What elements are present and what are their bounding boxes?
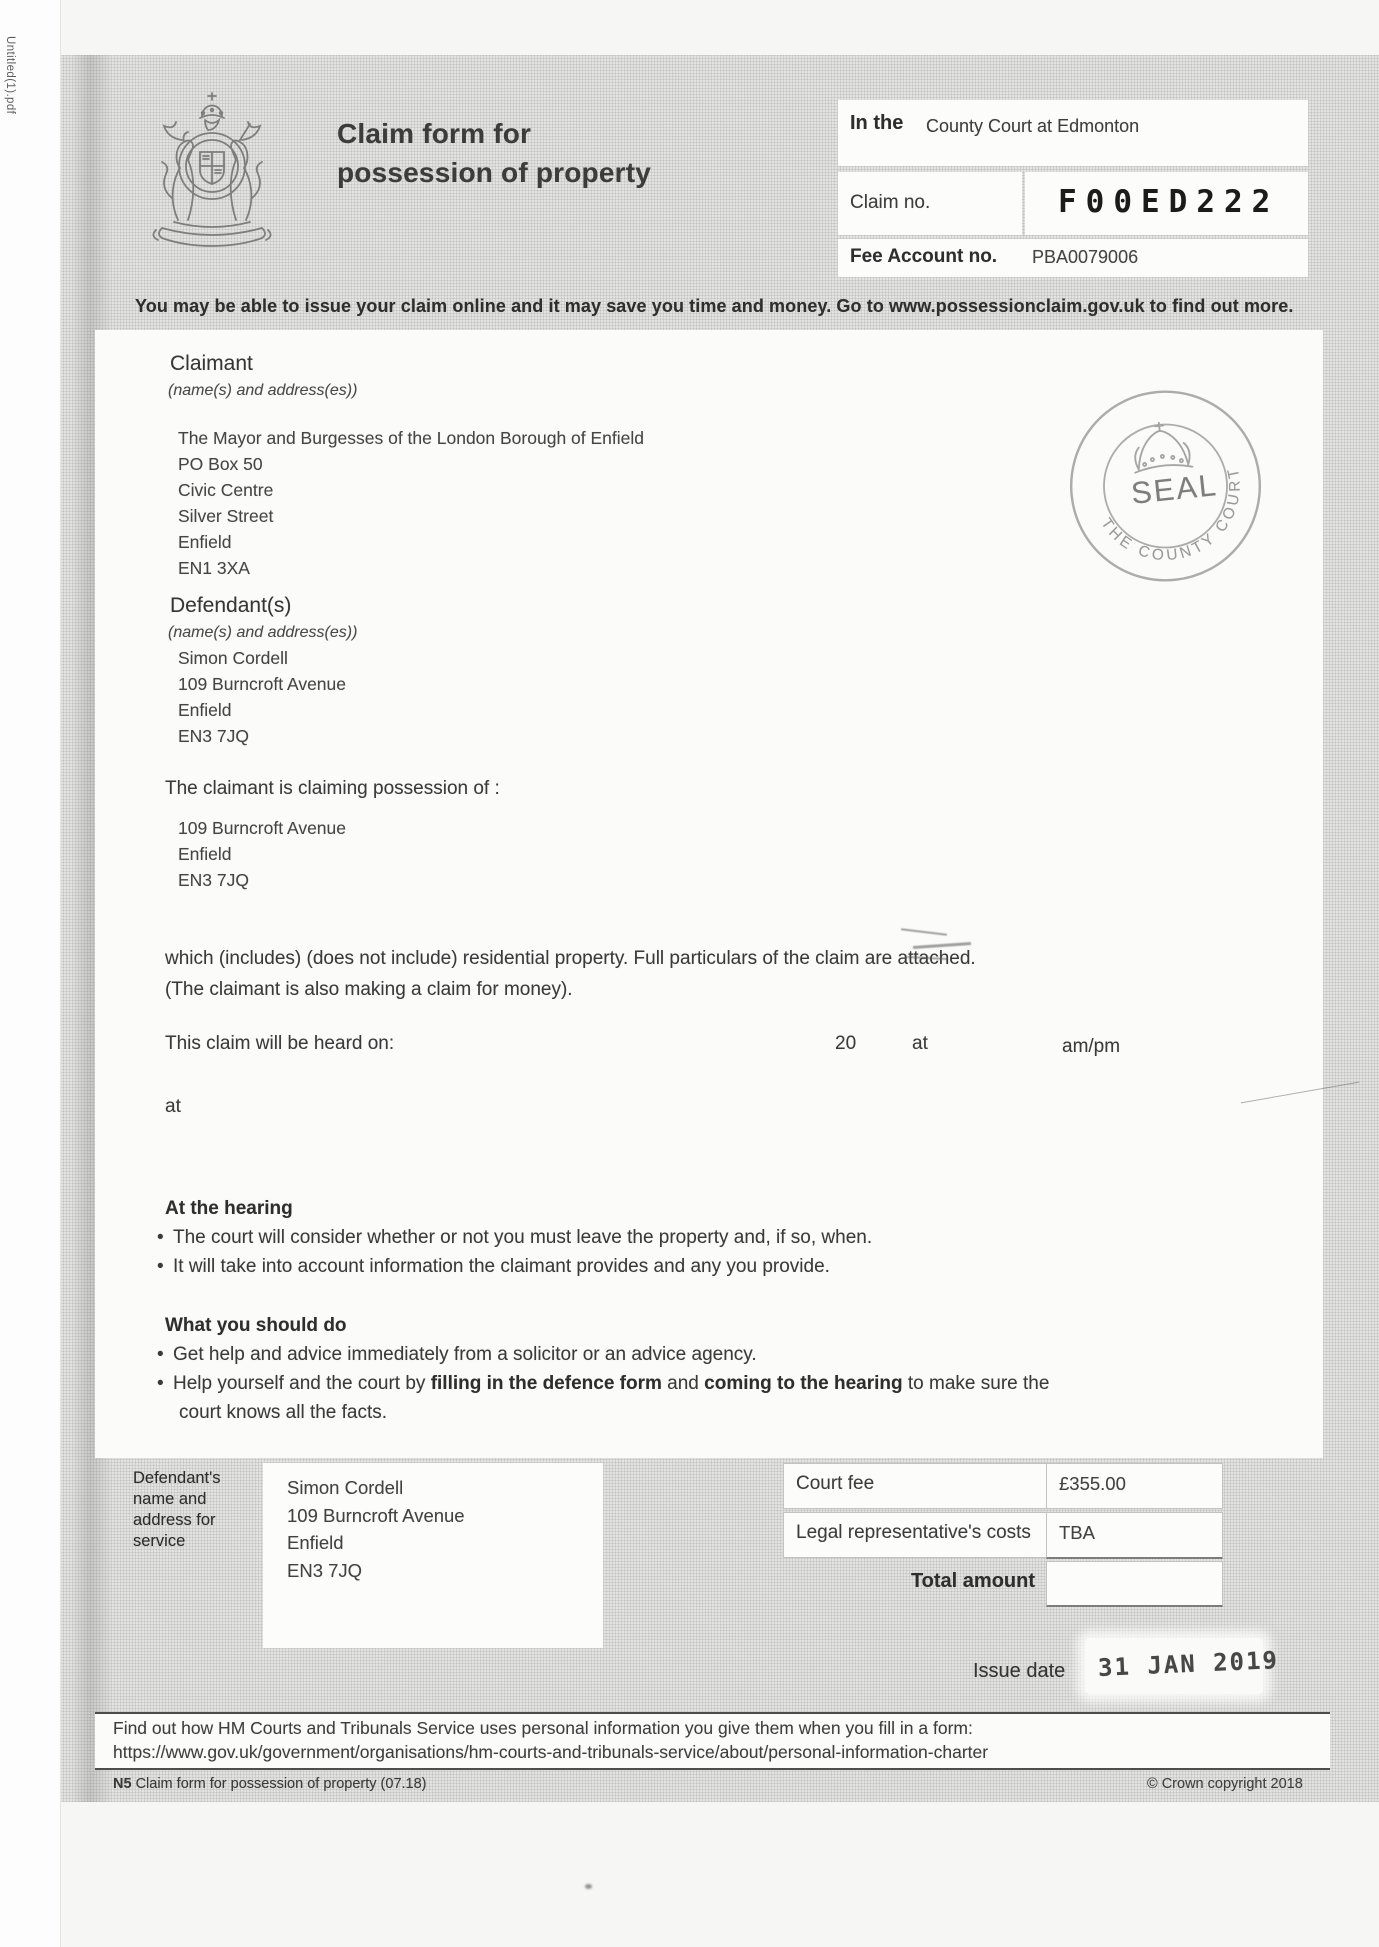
scan-speck-artifact bbox=[585, 1884, 592, 1889]
defendant-address-line: Simon Cordell bbox=[178, 648, 288, 668]
claimant-address-line: The Mayor and Burgesses of the London Borough of Enfield bbox=[178, 428, 644, 448]
wysd-bullet2 bbox=[173, 1373, 1049, 1395]
crown-copyright: © Crown copyright 2018 bbox=[1147, 1776, 1303, 1792]
claim-no-label: Claim no. bbox=[850, 192, 931, 213]
bullet-dot: • bbox=[157, 1373, 164, 1394]
wysd-bullet2-bold2: coming to the hearing bbox=[704, 1373, 903, 1394]
heard-on-day: 20 bbox=[835, 1033, 857, 1054]
service-address-line: 109 Burncroft Avenue bbox=[287, 1504, 465, 1526]
wysd-bullet2-pre: Help yourself and the court by bbox=[173, 1373, 431, 1394]
online-claim-notice: You may be able to issue your claim online and it may save you time and money. Go to www.possessionclaim.gov.uk to find out more. bbox=[135, 296, 1294, 316]
court-name-value: County Court at Edmonton bbox=[926, 116, 1140, 136]
form-title-line1: Claim form for bbox=[337, 118, 532, 149]
heard-on-label: This claim will be heard on: bbox=[165, 1033, 395, 1054]
in-the-label: In the bbox=[850, 112, 904, 134]
service-address-line: EN3 7JQ bbox=[287, 1559, 363, 1581]
wysd-bullet2-bold1: filling in the defence form bbox=[430, 1373, 662, 1394]
wysd-bullet2-post: to make sure the bbox=[902, 1373, 1050, 1394]
claimant-address-line: Silver Street bbox=[178, 506, 274, 526]
service-address-box bbox=[263, 1463, 603, 1648]
defendant-address-line: 109 Burncroft Avenue bbox=[178, 674, 346, 694]
claimant-address-line: Civic Centre bbox=[178, 480, 274, 500]
claimant-heading: Claimant bbox=[170, 352, 253, 375]
service-address-line: Enfield bbox=[287, 1532, 344, 1553]
defendant-address-line: Enfield bbox=[178, 700, 232, 720]
total-amount-label: Total amount bbox=[910, 1570, 1035, 1592]
defendant-heading: Defendant(s) bbox=[170, 594, 292, 617]
particulars-line1: which (includes) (does not include) residential property. Full particulars of the claim are attached. bbox=[165, 948, 976, 969]
at-the-hearing-heading: At the hearing bbox=[165, 1198, 293, 1219]
legal-costs-value: TBA bbox=[1059, 1522, 1095, 1543]
total-amount-value-cell bbox=[1046, 1561, 1223, 1607]
legal-costs-value-cell bbox=[1046, 1512, 1223, 1559]
personal-information-line1: Find out how HM Courts and Tribunals Service uses personal information you give them when you fill in a form: bbox=[113, 1718, 973, 1738]
wysd-bullet2-line2: court knows all the facts. bbox=[179, 1402, 388, 1423]
bullet-dot: • bbox=[157, 1227, 164, 1248]
seal-ring-text: THE COUNTY COURT bbox=[1097, 463, 1244, 565]
wysd-bullet1: Get help and advice immediately from a solicitor or an advice agency. bbox=[173, 1344, 757, 1365]
heard-at-venue-label: at bbox=[165, 1096, 181, 1117]
seal-label-text: SEAL bbox=[1129, 466, 1220, 511]
form-id-title: Claim form for possession of property (07.18) bbox=[131, 1776, 427, 1792]
personal-information-url: https://www.gov.uk/government/organisations/hm-courts-and-tribunals-service/about/personal-information-charter bbox=[113, 1742, 989, 1762]
pdf-filename-label: Untitled(1).pdf bbox=[4, 36, 16, 115]
bullet-dot: • bbox=[157, 1344, 164, 1365]
service-label-line: service bbox=[133, 1532, 186, 1550]
claimant-address-line: EN1 3XA bbox=[178, 558, 250, 578]
court-fee-label: Court fee bbox=[796, 1473, 875, 1494]
possession-address-line: EN3 7JQ bbox=[178, 870, 249, 890]
court-fee-label-cell bbox=[783, 1463, 1047, 1509]
viewer-margin bbox=[0, 0, 61, 1947]
heard-on-ampm: am/pm bbox=[1062, 1036, 1121, 1057]
service-label-line: address for bbox=[133, 1511, 216, 1529]
what-you-should-do-heading: What you should do bbox=[165, 1315, 347, 1336]
royal-coat-of-arms bbox=[112, 80, 312, 250]
claimant-subheading: (name(s) and address(es)) bbox=[168, 382, 358, 399]
court-fee-value: £355.00 bbox=[1059, 1473, 1126, 1494]
fee-account-label: Fee Account no. bbox=[850, 246, 998, 267]
at-the-hearing-bullet2: It will take into account information the claimant provides and any you provide. bbox=[173, 1256, 830, 1277]
personal-information-bar bbox=[95, 1712, 1330, 1770]
form-title-line2: possession of property bbox=[337, 157, 652, 188]
legal-costs-label: Legal representative's costs bbox=[796, 1522, 1031, 1543]
defendant-address-line: EN3 7JQ bbox=[178, 726, 249, 746]
possession-address-line: 109 Burncroft Avenue bbox=[178, 818, 346, 838]
claimant-address-line: PO Box 50 bbox=[178, 454, 263, 474]
at-the-hearing-bullet1: The court will consider whether or not you must leave the property and, if so, when. bbox=[173, 1227, 873, 1248]
fee-account-value: PBA0079006 bbox=[1032, 247, 1139, 267]
possession-address-line: Enfield bbox=[178, 844, 232, 864]
defendant-subheading: (name(s) and address(es)) bbox=[168, 624, 358, 641]
particulars-line2: (The claimant is also making a claim for money). bbox=[165, 979, 573, 1000]
heard-on-at: at bbox=[912, 1033, 928, 1054]
service-address-line: Simon Cordell bbox=[287, 1477, 404, 1498]
county-court-seal-stamp bbox=[1053, 372, 1279, 600]
legal-costs-label-cell bbox=[783, 1512, 1047, 1558]
service-label-line: name and bbox=[133, 1490, 207, 1508]
form-body-panel bbox=[95, 330, 1323, 1458]
bullet-dot: • bbox=[157, 1256, 164, 1277]
service-label-line: Defendant's bbox=[133, 1469, 221, 1487]
court-fee-value-cell bbox=[1046, 1463, 1223, 1509]
claim-no-value: F00ED222 bbox=[1058, 184, 1280, 220]
form-id-code: N5 bbox=[113, 1776, 132, 1792]
scan-smudge-artifact bbox=[873, 913, 1038, 991]
form-id-footer bbox=[113, 1776, 427, 1792]
possession-intro: The claimant is claiming possession of : bbox=[165, 778, 500, 799]
issue-date-label: Issue date bbox=[973, 1660, 1066, 1682]
claimant-address-line: Enfield bbox=[178, 532, 232, 552]
issue-date-stamp: 31 JAN 2019 bbox=[1097, 1646, 1280, 1682]
wysd-bullet2-mid: and bbox=[661, 1373, 705, 1394]
